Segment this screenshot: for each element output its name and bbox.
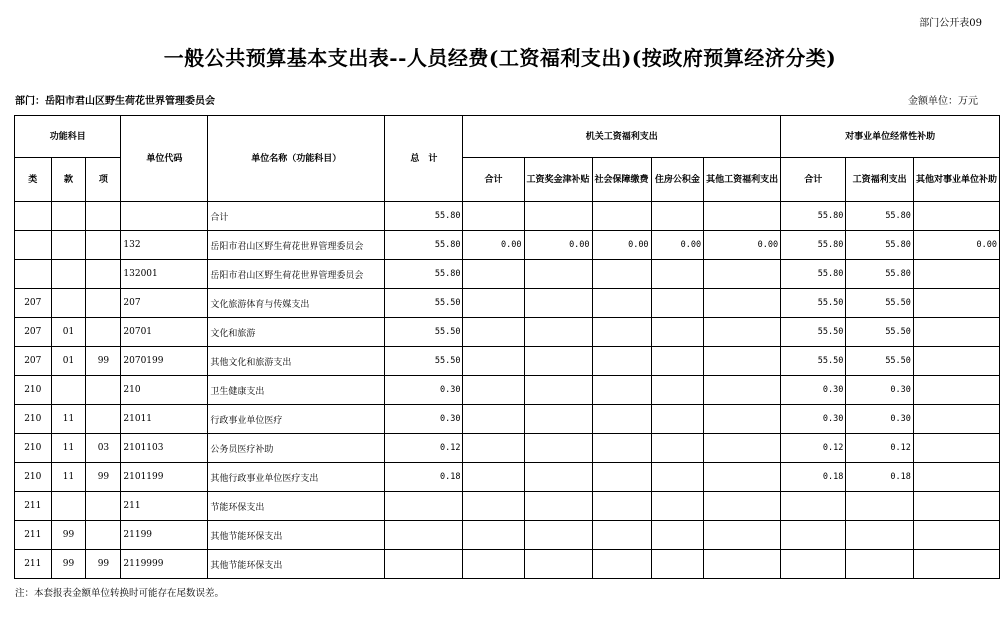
cell-org-total <box>463 289 524 318</box>
cell-name: 文化和旅游 <box>208 318 385 347</box>
cell-total: 0.30 <box>385 405 463 434</box>
cell-org-social <box>592 260 651 289</box>
cell-code: 2119999 <box>121 550 208 579</box>
table-row <box>15 376 1000 405</box>
cell-org-total <box>463 318 524 347</box>
cell-xiang <box>86 289 121 318</box>
cell-org-total <box>463 434 524 463</box>
cell-inst-total: 0.30 <box>781 405 846 434</box>
cell-inst-welfare <box>846 492 914 521</box>
cell-code: 21199 <box>121 521 208 550</box>
cell-org-housing <box>651 376 704 405</box>
cell-name: 其他节能环保支出 <box>208 550 385 579</box>
cell-name: 行政事业单位医疗 <box>208 405 385 434</box>
cell-org-bonus <box>524 492 592 521</box>
cell-org-housing <box>651 521 704 550</box>
cell-inst-other <box>913 376 999 405</box>
cell-org-total <box>463 202 524 231</box>
cell-kuan: 99 <box>51 550 86 579</box>
cell-total: 55.50 <box>385 318 463 347</box>
cell-inst-welfare: 0.30 <box>846 405 914 434</box>
cell-inst-welfare: 0.12 <box>846 434 914 463</box>
header-org-other: 其他工资福利支出 <box>704 158 781 202</box>
cell-inst-total <box>781 521 846 550</box>
table-row <box>15 318 1000 347</box>
cell-org-other <box>704 289 781 318</box>
header-org-welfare: 机关工资福利支出 <box>463 116 781 158</box>
cell-code <box>121 202 208 231</box>
cell-org-housing <box>651 260 704 289</box>
page-title: 一般公共预算基本支出表--人员经费(工资福利支出)(按政府预算经济分类) <box>163 46 837 70</box>
cell-xiang <box>86 376 121 405</box>
header-kuan: 款 <box>51 158 86 202</box>
cell-kuan: 11 <box>51 434 86 463</box>
cell-org-other <box>704 260 781 289</box>
cell-total: 55.50 <box>385 289 463 318</box>
cell-inst-total: 55.80 <box>781 202 846 231</box>
cell-name: 公务员医疗补助 <box>208 434 385 463</box>
cell-org-other <box>704 376 781 405</box>
cell-inst-welfare: 55.80 <box>846 231 914 260</box>
cell-xiang: 99 <box>86 550 121 579</box>
cell-code: 2101199 <box>121 463 208 492</box>
cell-kuan <box>51 289 86 318</box>
cell-total: 0.12 <box>385 434 463 463</box>
cell-org-bonus <box>524 289 592 318</box>
cell-lei <box>15 260 52 289</box>
table-row <box>15 550 1000 579</box>
cell-code: 132001 <box>121 260 208 289</box>
cell-org-total <box>463 521 524 550</box>
cell-org-other <box>704 521 781 550</box>
cell-inst-total <box>781 550 846 579</box>
cell-org-bonus <box>524 463 592 492</box>
cell-xiang <box>86 405 121 434</box>
cell-kuan: 01 <box>51 347 86 376</box>
cell-inst-other <box>913 289 999 318</box>
cell-kuan <box>51 202 86 231</box>
cell-org-housing <box>651 202 704 231</box>
header-unit-code: 单位代码 <box>121 116 208 202</box>
cell-org-social <box>592 347 651 376</box>
cell-name: 合计 <box>208 202 385 231</box>
cell-org-social <box>592 463 651 492</box>
cell-org-other <box>704 492 781 521</box>
cell-lei: 210 <box>15 434 52 463</box>
cell-org-social <box>592 202 651 231</box>
cell-total: 55.80 <box>385 260 463 289</box>
cell-code: 207 <box>121 289 208 318</box>
cell-lei <box>15 202 52 231</box>
table-row <box>15 289 1000 318</box>
cell-inst-welfare <box>846 550 914 579</box>
cell-code: 211 <box>121 492 208 521</box>
cell-org-bonus <box>524 376 592 405</box>
cell-org-bonus <box>524 521 592 550</box>
cell-lei: 211 <box>15 521 52 550</box>
cell-org-social <box>592 376 651 405</box>
cell-code: 2070199 <box>121 347 208 376</box>
cell-org-other <box>704 405 781 434</box>
cell-org-housing <box>651 347 704 376</box>
cell-kuan: 99 <box>51 521 86 550</box>
header-org-total: 合计 <box>463 158 524 202</box>
table-row <box>15 434 1000 463</box>
cell-code: 20701 <box>121 318 208 347</box>
cell-total: 55.80 <box>385 231 463 260</box>
table-row <box>15 463 1000 492</box>
cell-inst-other <box>913 405 999 434</box>
cell-org-social <box>592 405 651 434</box>
header-function-subject: 功能科目 <box>15 116 121 158</box>
cell-name: 其他行政事业单位医疗支出 <box>208 463 385 492</box>
cell-total: 0.30 <box>385 376 463 405</box>
cell-org-bonus: 0.00 <box>524 231 592 260</box>
cell-org-bonus <box>524 434 592 463</box>
cell-org-housing <box>651 492 704 521</box>
cell-org-housing <box>651 550 704 579</box>
cell-xiang: 99 <box>86 347 121 376</box>
cell-kuan: 11 <box>51 405 86 434</box>
cell-org-total <box>463 405 524 434</box>
header-unit-name: 单位名称（功能科目） <box>208 116 385 202</box>
table-row <box>15 492 1000 521</box>
header-lei: 类 <box>15 158 52 202</box>
cell-name: 岳阳市君山区野生荷花世界管理委员会 <box>208 231 385 260</box>
cell-xiang <box>86 260 121 289</box>
cell-inst-other <box>913 463 999 492</box>
cell-name: 文化旅游体育与传媒支出 <box>208 289 385 318</box>
cell-kuan <box>51 231 86 260</box>
cell-org-housing: 0.00 <box>651 231 704 260</box>
table-row <box>15 202 1000 231</box>
header-inst-total: 合计 <box>781 158 846 202</box>
cell-org-other: 0.00 <box>704 231 781 260</box>
cell-org-total: 0.00 <box>463 231 524 260</box>
cell-xiang <box>86 318 121 347</box>
budget-table <box>14 115 1000 579</box>
cell-org-total <box>463 260 524 289</box>
department-label: 部门：岳阳市君山区野生荷花世界管理委员会 <box>15 96 215 107</box>
cell-code: 21011 <box>121 405 208 434</box>
cell-lei: 207 <box>15 318 52 347</box>
header-inst-other: 其他对事业单位补助 <box>913 158 999 202</box>
table-row <box>15 231 1000 260</box>
cell-inst-welfare: 55.50 <box>846 289 914 318</box>
cell-total: 0.18 <box>385 463 463 492</box>
cell-xiang <box>86 521 121 550</box>
cell-org-other <box>704 347 781 376</box>
cell-org-other <box>704 202 781 231</box>
cell-inst-total: 55.80 <box>781 231 846 260</box>
cell-inst-welfare <box>846 521 914 550</box>
cell-org-total <box>463 376 524 405</box>
cell-org-social <box>592 521 651 550</box>
cell-org-bonus <box>524 347 592 376</box>
cell-xiang: 03 <box>86 434 121 463</box>
cell-inst-welfare: 55.80 <box>846 202 914 231</box>
header-org-bonus: 工资奖金津补贴 <box>524 158 592 202</box>
cell-inst-total: 55.50 <box>781 347 846 376</box>
footnote: 注：本套报表金额单位转换时可能存在尾数误差。 <box>15 588 225 599</box>
header-xiang: 项 <box>86 158 121 202</box>
cell-org-social <box>592 550 651 579</box>
cell-lei: 207 <box>15 347 52 376</box>
cell-total <box>385 521 463 550</box>
cell-org-housing <box>651 289 704 318</box>
amount-unit-label: 金额单位：万元 <box>908 96 978 107</box>
cell-kuan <box>51 260 86 289</box>
cell-org-bonus <box>524 260 592 289</box>
cell-org-social <box>592 492 651 521</box>
cell-org-bonus <box>524 550 592 579</box>
cell-total <box>385 492 463 521</box>
table-code: 部门公开表09 <box>919 18 982 29</box>
cell-inst-total <box>781 492 846 521</box>
cell-lei: 210 <box>15 376 52 405</box>
header-org-housing: 住房公积金 <box>651 158 704 202</box>
cell-name: 节能环保支出 <box>208 492 385 521</box>
cell-kuan <box>51 492 86 521</box>
cell-inst-welfare: 55.80 <box>846 260 914 289</box>
header-inst-subsidy: 对事业单位经常性补助 <box>781 116 1000 158</box>
cell-xiang <box>86 231 121 260</box>
cell-name: 其他文化和旅游支出 <box>208 347 385 376</box>
table-row <box>15 260 1000 289</box>
cell-org-bonus <box>524 318 592 347</box>
cell-inst-welfare: 55.50 <box>846 347 914 376</box>
cell-inst-welfare: 0.18 <box>846 463 914 492</box>
cell-inst-total: 0.30 <box>781 376 846 405</box>
cell-name: 岳阳市君山区野生荷花世界管理委员会 <box>208 260 385 289</box>
cell-org-housing <box>651 318 704 347</box>
cell-inst-other <box>913 521 999 550</box>
cell-org-other <box>704 550 781 579</box>
cell-org-social <box>592 318 651 347</box>
cell-org-other <box>704 318 781 347</box>
cell-lei <box>15 231 52 260</box>
cell-inst-total: 55.50 <box>781 289 846 318</box>
cell-total: 55.50 <box>385 347 463 376</box>
cell-org-housing <box>651 463 704 492</box>
header-inst-welfare: 工资福利支出 <box>846 158 914 202</box>
cell-org-total <box>463 347 524 376</box>
table-row <box>15 405 1000 434</box>
cell-total <box>385 550 463 579</box>
cell-org-social <box>592 434 651 463</box>
cell-code: 132 <box>121 231 208 260</box>
table-row <box>15 347 1000 376</box>
cell-org-housing <box>651 405 704 434</box>
table-row <box>15 521 1000 550</box>
cell-inst-total: 55.50 <box>781 318 846 347</box>
cell-org-total <box>463 463 524 492</box>
cell-xiang <box>86 202 121 231</box>
cell-kuan <box>51 376 86 405</box>
cell-code: 210 <box>121 376 208 405</box>
cell-lei: 210 <box>15 405 52 434</box>
cell-inst-total: 0.18 <box>781 463 846 492</box>
cell-kuan: 11 <box>51 463 86 492</box>
cell-org-bonus <box>524 202 592 231</box>
cell-inst-other <box>913 550 999 579</box>
header-org-social: 社会保障缴费 <box>592 158 651 202</box>
cell-inst-total: 55.80 <box>781 260 846 289</box>
cell-lei: 210 <box>15 463 52 492</box>
cell-inst-other: 0.00 <box>913 231 999 260</box>
cell-inst-other <box>913 318 999 347</box>
cell-code: 2101103 <box>121 434 208 463</box>
cell-org-other <box>704 434 781 463</box>
cell-org-total <box>463 492 524 521</box>
cell-lei: 207 <box>15 289 52 318</box>
cell-inst-other <box>913 434 999 463</box>
cell-org-housing <box>651 434 704 463</box>
cell-org-total <box>463 550 524 579</box>
cell-lei: 211 <box>15 550 52 579</box>
cell-org-social: 0.00 <box>592 231 651 260</box>
cell-kuan: 01 <box>51 318 86 347</box>
cell-org-bonus <box>524 405 592 434</box>
cell-total: 55.80 <box>385 202 463 231</box>
cell-inst-welfare: 0.30 <box>846 376 914 405</box>
cell-inst-total: 0.12 <box>781 434 846 463</box>
cell-org-social <box>592 289 651 318</box>
cell-name: 卫生健康支出 <box>208 376 385 405</box>
header-total: 总 计 <box>385 116 463 202</box>
cell-xiang <box>86 492 121 521</box>
cell-inst-other <box>913 347 999 376</box>
cell-name: 其他节能环保支出 <box>208 521 385 550</box>
cell-inst-other <box>913 260 999 289</box>
cell-xiang: 99 <box>86 463 121 492</box>
cell-inst-welfare: 55.50 <box>846 318 914 347</box>
cell-org-other <box>704 463 781 492</box>
cell-inst-other <box>913 492 999 521</box>
cell-inst-other <box>913 202 999 231</box>
cell-lei: 211 <box>15 492 52 521</box>
